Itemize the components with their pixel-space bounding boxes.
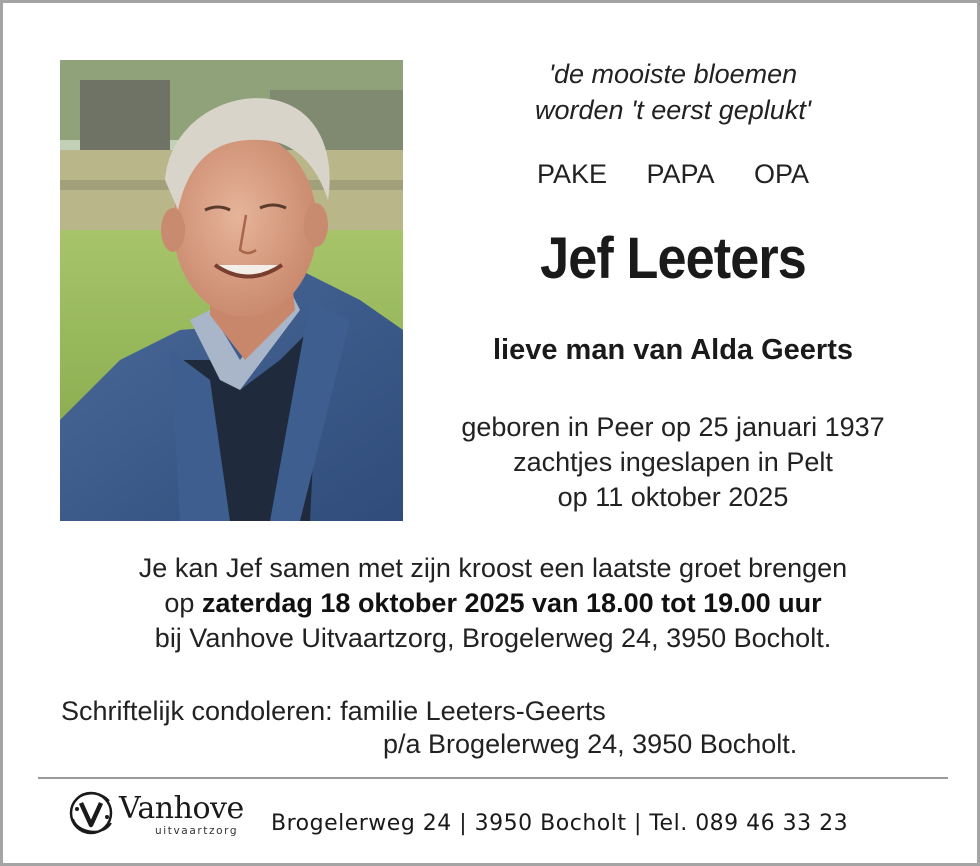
role-opa: OPA: [754, 159, 810, 189]
memorial-quote: [433, 56, 913, 128]
visit-line-2-prefix: op: [164, 588, 202, 618]
role-papa: PAPA: [646, 159, 715, 189]
death-line-2: op 11 oktober 2025: [557, 482, 789, 512]
visitation-info: [43, 551, 943, 656]
portrait-photo: [60, 60, 403, 521]
condolence-address: p/a Brogelerweg 24, 3950 Bocholt.: [383, 729, 798, 759]
role-pake: PAKE: [536, 159, 607, 189]
death-line-1: zachtjes ingeslapen in Pelt: [513, 447, 833, 477]
life-dates: [413, 410, 933, 515]
visit-line-1: Je kan Jef samen met zijn kroost een laatste groet brengen: [138, 553, 848, 583]
logo-subtitle: uitvaartzorg: [155, 825, 239, 837]
footer-divider: [38, 777, 948, 779]
quote-line-2: worden 't eerst geplukt': [535, 95, 811, 125]
footer-contact-info: Brogelerweg 24 | 3950 Bocholt | Tel. 089 46 33 23: [271, 811, 849, 836]
spouse-line: lieve man van Alda Geerts: [493, 334, 853, 366]
logo-name: Vanhove: [119, 791, 244, 826]
visit-datetime: zaterdag 18 oktober 2025 van 18.00 tot 19.00 uur: [201, 588, 822, 618]
birth-line: geboren in Peer op 25 januari 1937: [461, 412, 885, 442]
visit-line-2: [43, 586, 943, 621]
funeral-home-logo: [67, 787, 257, 843]
quote-line-1: 'de mooiste bloemen: [548, 59, 798, 89]
visit-line-3: bij Vanhove Uitvaartzorg, Brogelerweg 24, 3950 Bocholt.: [154, 623, 832, 653]
deceased-name: Jef Leeters: [540, 226, 806, 291]
vanhove-emblem-icon: [67, 787, 119, 839]
family-roles: [433, 159, 913, 190]
condolence-line: Schriftelijk condoleren: familie Leeters-Geerts: [61, 696, 606, 726]
